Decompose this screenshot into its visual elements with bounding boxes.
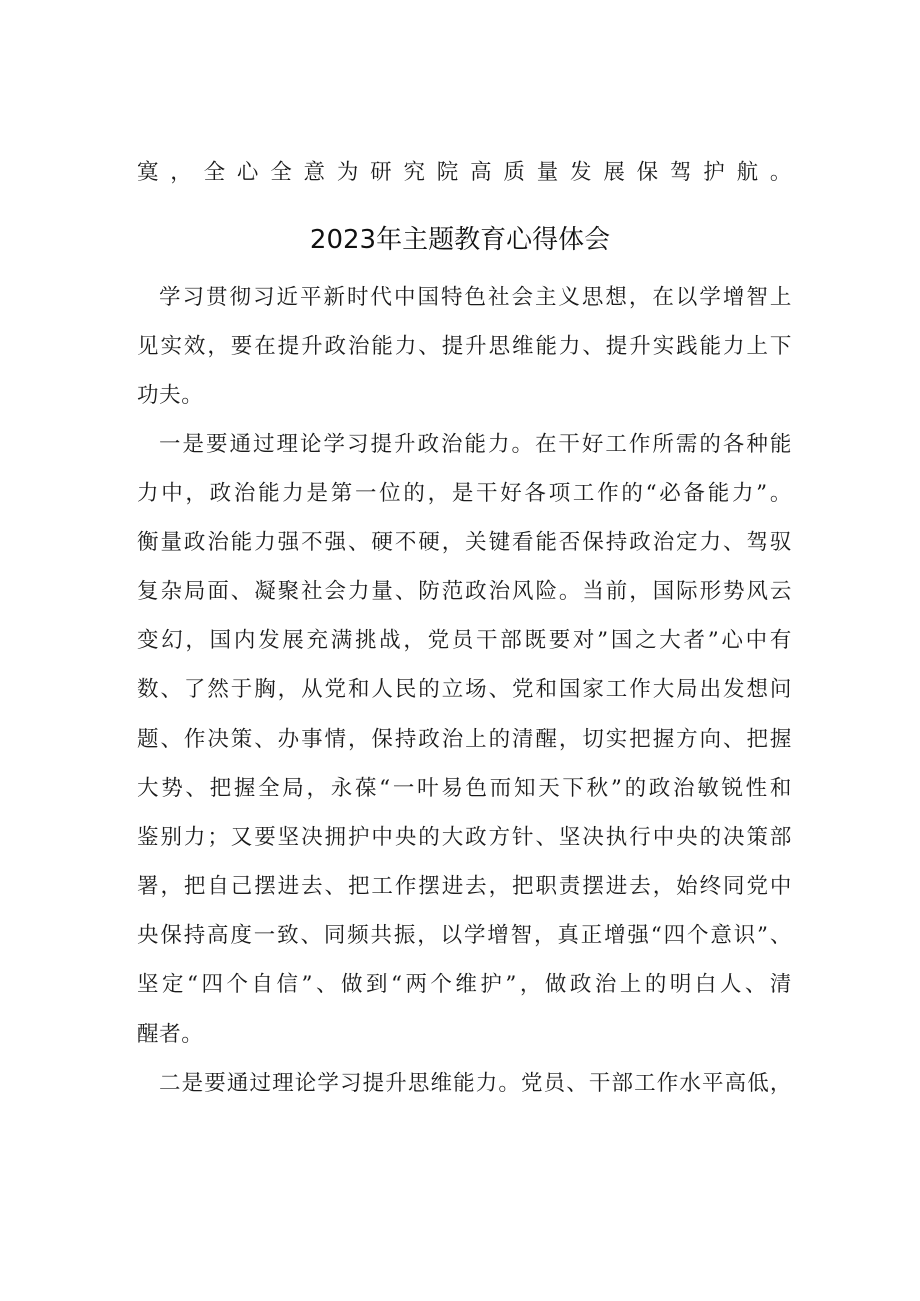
paragraph-2-line-10: 署，把自己摆进去、把工作摆进去，把职责摆进去，始终同党中 bbox=[137, 874, 792, 899]
paragraph-2-line-7: 题、作决策、办事情，保持政治上的清醒，切实把握方向、把握 bbox=[137, 727, 792, 752]
paragraph-1-line-1: 学习贯彻习近平新时代中国特色社会主义思想，在以学增智上 bbox=[159, 285, 792, 310]
paragraph-2-line-5: 变幻，国内发展充满挑战，党员干部既要对”国之大者”心中有 bbox=[137, 628, 792, 653]
page-title: 2023年主题教育心得体会 bbox=[309, 225, 611, 255]
paragraph-1-line-2: 见实效，要在提升政治能力、提升思维能力、提升实践能力上下 bbox=[137, 334, 792, 359]
paragraph-2-line-11: 央保持高度一致、同频共振，以学增智，真正增强“四个意识”、 bbox=[137, 923, 792, 948]
continuation-line: 寞，全心全意为研究院高质量发展保驾护航。 bbox=[137, 160, 792, 185]
paragraph-2-line-9: 鉴别力；又要坚决拥护中央的大政方针、坚决执行中央的决策部 bbox=[137, 825, 792, 850]
paragraph-2-line-13: 醒者。 bbox=[137, 1022, 204, 1047]
paragraph-2-line-6: 数、了然于胸，从党和人民的立场、党和国家工作大局出发想问 bbox=[137, 677, 792, 702]
paragraph-2-line-8: 大势、把握全局，永葆“一叶易色而知天下秋”的政治敏锐性和 bbox=[137, 776, 792, 801]
paragraph-2-line-12: 坚定“四个自信”、做到“两个维护”，做政治上的明白人、清 bbox=[137, 972, 792, 997]
paragraph-1-line-3: 功夫。 bbox=[137, 383, 204, 408]
paragraph-2-line-4: 复杂局面、凝聚社会力量、防范政治风险。当前，国际形势风云 bbox=[137, 579, 792, 604]
paragraph-2-line-3: 衡量政治能力强不强、硬不硬，关键看能否保持政治定力、驾驭 bbox=[137, 530, 792, 555]
paragraph-3-line-1: 二是要通过理论学习提升思维能力。党员、干部工作水平高低， bbox=[159, 1071, 792, 1096]
paragraph-2-line-1: 一是要通过理论学习提升政治能力。在干好工作所需的各种能 bbox=[159, 432, 792, 457]
paragraph-2-line-2: 力中，政治能力是第一位的，是干好各项工作的“必备能力”。 bbox=[137, 481, 792, 506]
